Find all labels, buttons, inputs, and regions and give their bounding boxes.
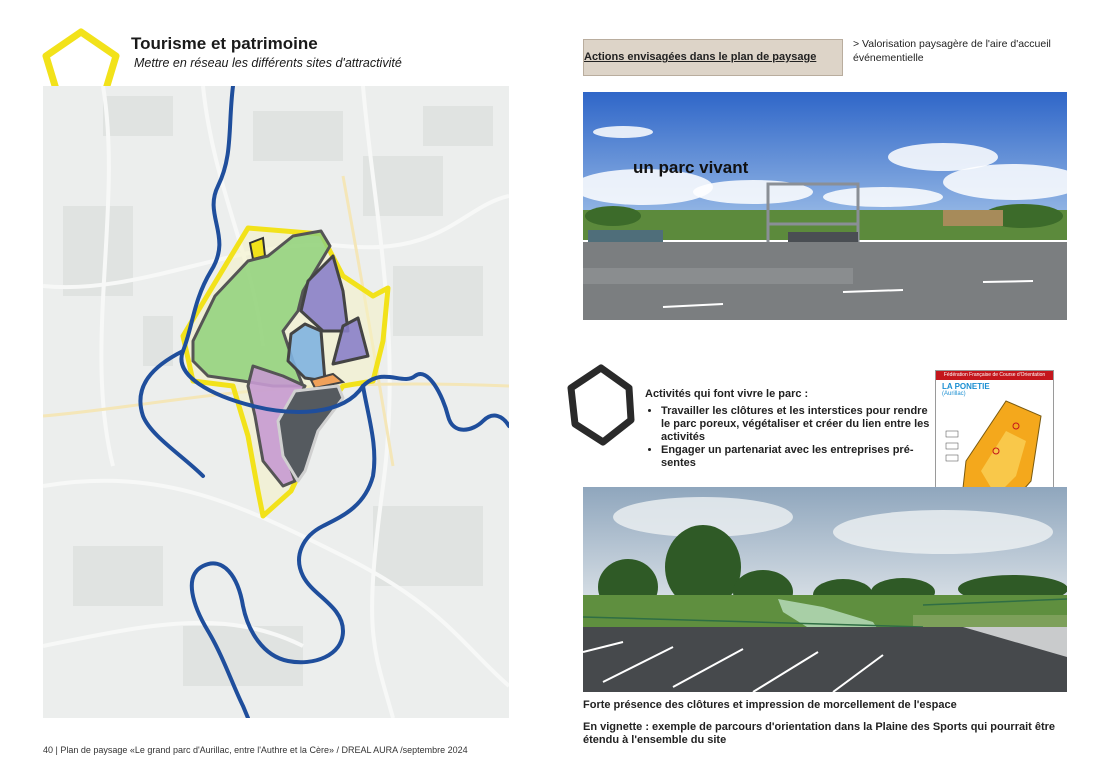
list-item: • Travailler les clôtures et les interstices pour rendre le parc poreux, végétaliser et créer du lien entre les activités	[661, 405, 931, 444]
actions-label: Actions envisagées dans le plan de paysage	[584, 51, 817, 63]
vignette-header: Fédération Française de Course d'Orientation	[936, 371, 1053, 380]
sports-field-photo	[583, 487, 1067, 692]
page-title: Tourisme et patrimoine	[131, 34, 318, 53]
activities-title: Activités qui font vivre le parc :	[645, 388, 809, 400]
vignette-title: LA PONETIE	[942, 382, 990, 391]
hexagon-icon	[567, 362, 637, 448]
page-subtitle: Mettre en réseau les différents sites d'attractivité	[134, 56, 402, 70]
vignette-subtitle: (Aurillac)	[942, 391, 966, 397]
photo-caption-vignette: En vignette : exemple de parcours d'orientation dans la Plaine des Sports qui pourrait être étendu à l'ensemble du site	[583, 721, 1056, 746]
list-item: • Engager un partenariat avec les entreprises pré-sentes	[661, 444, 931, 470]
activities-list	[645, 405, 931, 470]
event-area-photo	[583, 92, 1067, 320]
photo-caption: un parc vivant	[633, 158, 749, 177]
site-map	[43, 86, 509, 718]
photo-caption-fences: Forte présence des clôtures et impression de morcellement de l'espace	[583, 699, 957, 711]
page-footer: 40 | Plan de paysage «Le grand parc d'Aurillac, entre l'Authre et la Cère» / DREAL AURA /septembre 2024	[43, 745, 468, 755]
valorisation-text: > Valorisation paysagère de l'aire d'accueil événementielle	[853, 38, 1051, 64]
